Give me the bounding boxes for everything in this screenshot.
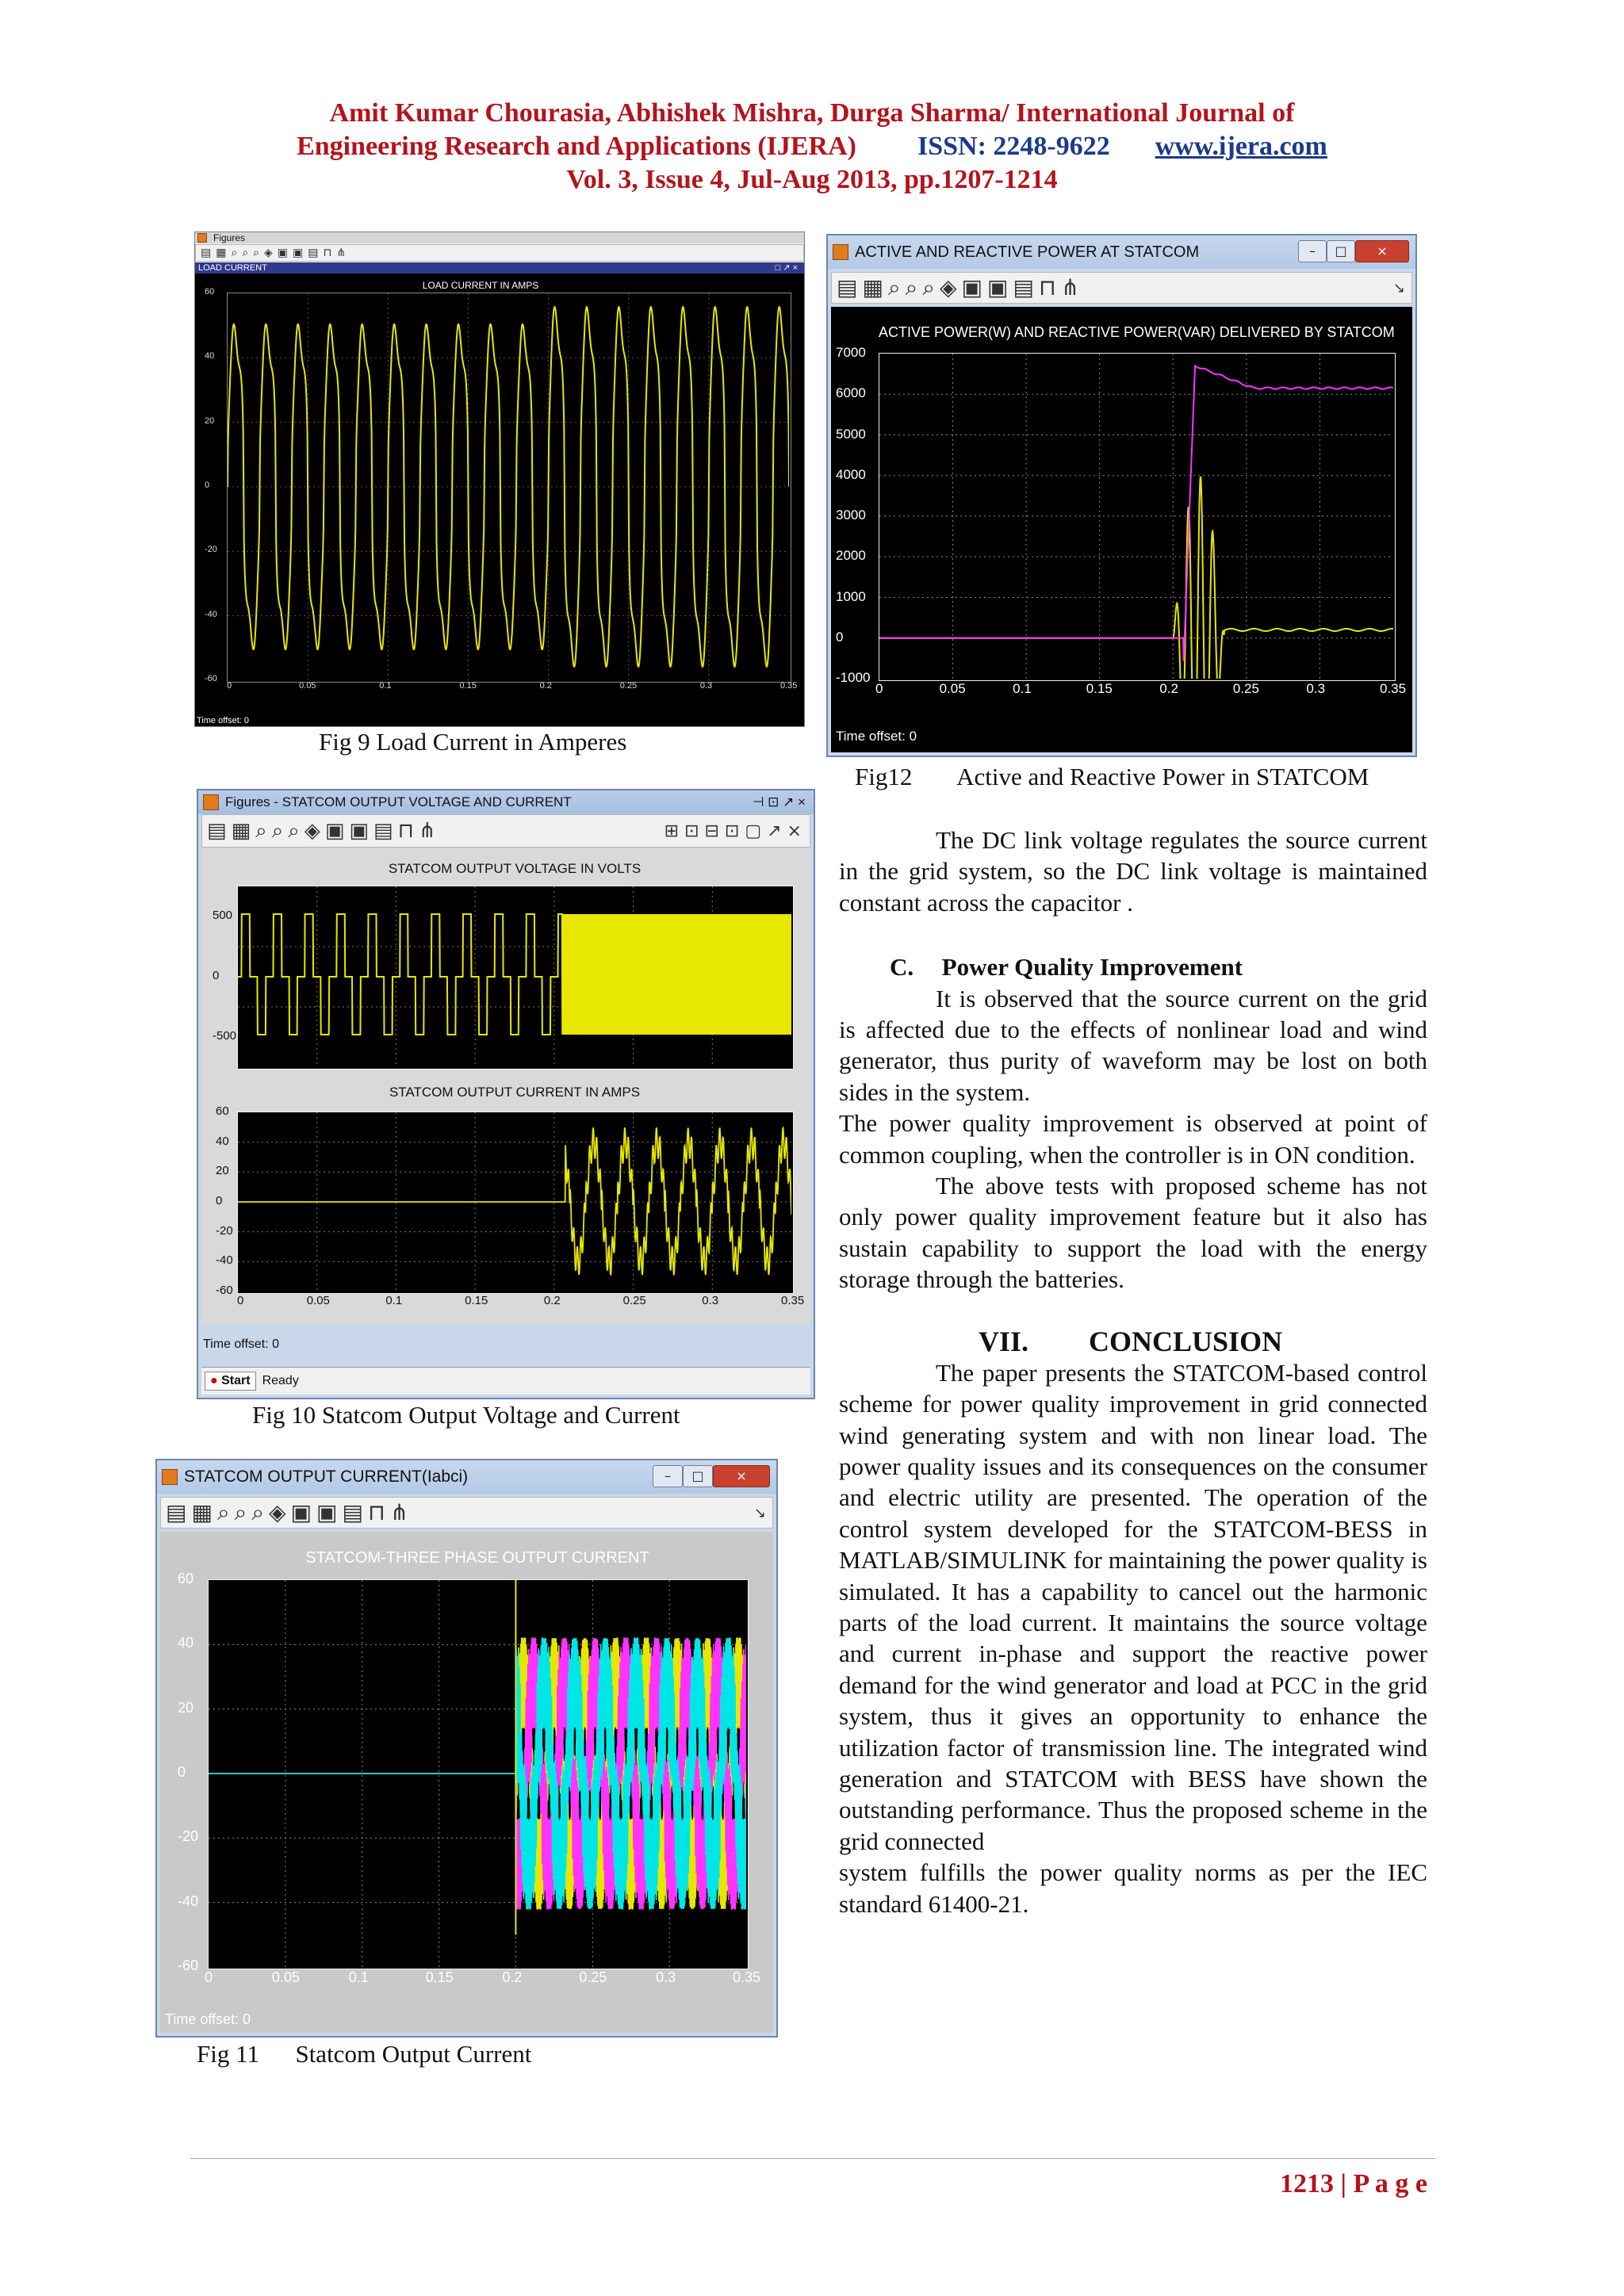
zoom-y-icon[interactable]: ⌕ xyxy=(251,1499,264,1525)
paragraph-dc-link: The DC link voltage regulates the source current in the grid system, so the DC link voltage is maintained constant across the capacitor . xyxy=(839,826,1427,916)
signal-icon[interactable]: ⋔ xyxy=(418,819,436,843)
zoom-icon[interactable]: ⌕ xyxy=(231,247,238,259)
header-issn: ISSN: 2248-9622 xyxy=(917,132,1110,161)
minimize-button[interactable]: – xyxy=(653,1465,683,1487)
binoculars-icon[interactable]: ◈ xyxy=(264,247,273,259)
conclusion-title: CONCLUSION xyxy=(1089,1325,1283,1357)
layout-icons[interactable]: ⊞ ⊡ ⊟ ⊡ ▢ ↗ × xyxy=(664,821,802,841)
restore-icon[interactable]: ▤ xyxy=(342,1499,363,1525)
fig9-plot-title: LOAD CURRENT IN AMPS xyxy=(422,280,539,291)
tick-label: 0.1 xyxy=(379,681,392,691)
tick-label: 4000 xyxy=(836,466,866,482)
close-button[interactable]: × xyxy=(1355,240,1409,262)
fig9-axes-area xyxy=(195,274,804,726)
tick-label: -1000 xyxy=(836,670,871,685)
fig9-caption: Fig 9 Load Current in Amperes xyxy=(319,728,627,756)
fig9-window xyxy=(194,232,805,727)
tick-label: 2000 xyxy=(836,548,866,564)
fig10-statusbar xyxy=(201,1367,810,1395)
matlab-icon xyxy=(203,794,219,810)
tick-label: 60 xyxy=(178,1571,194,1586)
tick-label: 3000 xyxy=(836,507,866,522)
matlab-icon xyxy=(197,233,207,243)
conclusion-num: VII. xyxy=(979,1325,1029,1357)
tick-label: 0.25 xyxy=(1232,681,1259,696)
tick-label: 0 xyxy=(205,1969,213,1985)
tick-label: 0.25 xyxy=(622,1294,646,1307)
fig11-chart xyxy=(209,1580,746,1967)
tick-label: 0.1 xyxy=(348,1969,369,1985)
tick-label: 60 xyxy=(205,287,215,297)
tick-label: 0.35 xyxy=(781,1294,805,1307)
params-icon[interactable]: ▣ xyxy=(961,274,983,300)
zoom-y-icon[interactable]: ⌕ xyxy=(922,274,935,300)
status-text: Ready xyxy=(262,1374,299,1387)
fig11-window-title: STATCOM OUTPUT CURRENT(Iabci) xyxy=(184,1468,469,1486)
fig9-chart xyxy=(228,293,789,680)
tick-label: 0.1 xyxy=(1013,681,1032,696)
page-number: 1213 | P a g e xyxy=(1280,2169,1427,2198)
tick-label: 0.05 xyxy=(939,681,966,696)
tick-label: 20 xyxy=(216,1164,229,1178)
tick-label: 0 xyxy=(216,1194,223,1207)
signal-icon[interactable]: ⋔ xyxy=(1060,274,1080,300)
dock-arrow-icon[interactable]: ↘ xyxy=(1392,279,1405,297)
header-url[interactable]: www.ijera.com xyxy=(1155,132,1327,161)
lock-icon[interactable]: ⊓ xyxy=(367,1499,385,1525)
right-column-text xyxy=(839,825,1427,1919)
tick-label: 0 xyxy=(227,681,232,691)
start-icon: ● xyxy=(210,1374,218,1387)
tick-label: 0.15 xyxy=(459,681,477,691)
active-power-line xyxy=(879,476,1393,679)
tick-label: 0 xyxy=(213,969,220,982)
fig9-toolbar xyxy=(195,244,804,262)
minimize-button[interactable]: – xyxy=(1298,240,1327,262)
fig11-time-offset: Time offset: 0 xyxy=(165,2011,251,2027)
restore-icon[interactable]: ▤ xyxy=(1013,274,1034,300)
matlab-icon xyxy=(833,244,848,260)
tick-label: 40 xyxy=(205,351,215,362)
lock-icon[interactable]: ⊓ xyxy=(397,819,414,843)
tick-label: 0.35 xyxy=(780,681,798,691)
tick-label: 0.05 xyxy=(306,1294,330,1307)
paragraph-tests: The above tests with proposed scheme has not only power quality improvement feature but it also has sustain capability to support the load with the energy storage through the batteries. xyxy=(839,1172,1427,1294)
maximize-button[interactable]: □ xyxy=(683,1465,713,1487)
page-icon[interactable]: ▦ xyxy=(191,1499,213,1525)
save-axes-icon[interactable]: ▣ xyxy=(987,274,1009,300)
fig9-time-offset: Time offset: 0 xyxy=(197,716,250,725)
tick-label: 7000 xyxy=(836,345,866,360)
tick-label: 40 xyxy=(216,1134,229,1148)
binoculars-icon[interactable]: ◈ xyxy=(940,274,957,300)
fig11-plot xyxy=(208,1579,749,1969)
fig10-window xyxy=(197,789,815,1399)
tick-label: 0.3 xyxy=(1306,681,1326,696)
fig12-chart xyxy=(879,354,1393,679)
tick-label: 0 xyxy=(836,629,844,645)
tick-label: 0.2 xyxy=(502,1969,523,1985)
reactive-power-line xyxy=(879,366,1393,661)
tick-label: -60 xyxy=(216,1284,233,1297)
params-icon[interactable]: ▣ xyxy=(324,819,345,843)
tick-label: 0.15 xyxy=(425,1969,454,1985)
tick-label: 0.25 xyxy=(579,1969,607,1985)
start-label: Start xyxy=(221,1374,251,1387)
statcom-current-line xyxy=(238,1127,791,1275)
zoom-y-icon[interactable]: ⌕ xyxy=(253,247,259,259)
tick-label: 5000 xyxy=(836,426,866,442)
page-icon[interactable]: ▦ xyxy=(231,819,251,843)
fig10-plot1-title: STATCOM OUTPUT VOLTAGE IN VOLTS xyxy=(388,861,642,876)
header-line-1: Amit Kumar Chourasia, Abhishek Mishra, Durga Sharma/ International Journal of xyxy=(329,98,1295,128)
tick-label: 6000 xyxy=(836,385,866,401)
fig11-window xyxy=(155,1459,778,2038)
fig10-plot2-title: STATCOM OUTPUT CURRENT IN AMPS xyxy=(389,1085,641,1100)
paragraph-source-current: It is observed that the source current on the grid is affected due to the effects of nonlinear load and wind generator, thus purity of waveform may be lost on both sides in the system. xyxy=(839,984,1427,1106)
tick-label: -20 xyxy=(205,545,217,555)
fig9-sub-title: LOAD CURRENT xyxy=(198,263,267,273)
fig12-caption xyxy=(855,763,1369,791)
params-icon[interactable]: ▣ xyxy=(290,1499,312,1525)
fig10-titlebar xyxy=(198,790,814,814)
zoom-x-icon[interactable]: ⌕ xyxy=(271,819,284,843)
lock-icon[interactable]: ⊓ xyxy=(323,247,332,259)
header-line-3: Vol. 3, Issue 4, Jul-Aug 2013, pp.1207-1214 xyxy=(566,165,1058,194)
restore-icon[interactable]: ▤ xyxy=(308,247,319,259)
tick-label: 0.05 xyxy=(271,1969,300,1985)
footer-rule xyxy=(190,2158,1435,2159)
tick-label: -40 xyxy=(178,1892,199,1909)
fig12-plot-title: ACTIVE POWER(W) AND REACTIVE POWER(VAR) DELIVERED BY STATCOM xyxy=(879,324,1395,340)
tick-label: 0.2 xyxy=(543,1294,561,1307)
print-icon[interactable]: ▤ xyxy=(166,1499,187,1525)
tick-label: -60 xyxy=(205,674,217,683)
fig11-toolbar xyxy=(160,1497,773,1529)
tick-label: 0.3 xyxy=(656,1969,676,1985)
paragraph-pcc: The power quality improvement is observed at point of common coupling, when the controller is in ON condition. xyxy=(839,1109,1427,1169)
tick-label: 20 xyxy=(205,415,215,426)
params-icon[interactable]: ▣ xyxy=(277,247,289,259)
page-icon[interactable]: ▦ xyxy=(216,247,227,259)
save-axes-icon[interactable]: ▣ xyxy=(293,247,304,259)
fig10-title-controls[interactable]: ⊣ ⊡ ↗ × xyxy=(752,794,806,809)
tick-label: 0 xyxy=(875,681,883,696)
tick-label: 0.1 xyxy=(385,1294,403,1307)
tick-label: -20 xyxy=(178,1828,199,1845)
tick-label: 0.15 xyxy=(465,1294,488,1307)
tick-label: 0.35 xyxy=(733,1969,761,1985)
fig11-axes-area xyxy=(160,1532,773,2033)
tick-label: 60 xyxy=(216,1104,229,1118)
zoom-icon[interactable]: ⌕ xyxy=(887,274,901,300)
signal-icon[interactable]: ⋔ xyxy=(336,247,347,259)
fig12-caption-num: Fig12 xyxy=(855,763,913,790)
tick-label: -40 xyxy=(205,609,217,619)
zoom-y-icon[interactable]: ⌕ xyxy=(288,819,300,843)
tick-label: 0.2 xyxy=(539,681,552,691)
print-icon[interactable]: ▤ xyxy=(207,819,227,843)
zoom-x-icon[interactable]: ⌕ xyxy=(242,247,249,259)
fig12-axes-area xyxy=(831,307,1412,752)
start-button[interactable] xyxy=(205,1372,256,1391)
fig12-window xyxy=(826,234,1417,757)
section-c-title: Power Quality Improvement xyxy=(941,953,1243,982)
tick-label: 0 xyxy=(237,1294,244,1307)
fig10-window-title: Figures - STATCOM OUTPUT VOLTAGE AND CURRENT xyxy=(225,794,572,809)
paragraph-conclusion: The paper presents the STATCOM-based control scheme for power quality improvement in grid connected wind generating system and with non linear load. The power quality issues and its consequences on the consumer and electric utility are presented. The operation of the control system developed for the STATCOM-BESS in MATLAB/SIMULINK for maintaining the power quality is simulated. It has a capability to cancel out the harmonic parts of the load current. It maintains the source voltage and current in-phase and support the reactive power demand for the wind generator and load at PCC in the grid system, thus it gives an opportunity to enhance the utilization factor of transmission line. The integrated wind generation and STATCOM with BESS have shown the outstanding performance. Thus the proposed scheme in the grid connected xyxy=(839,1358,1427,1855)
tick-label: 0.15 xyxy=(1086,681,1113,696)
matlab-icon xyxy=(162,1469,178,1485)
tick-label: -500 xyxy=(213,1029,237,1043)
signal-icon[interactable]: ⋔ xyxy=(389,1499,409,1525)
fig10-voltage-chart xyxy=(238,886,791,1067)
fig9-window-title: Figures xyxy=(213,232,246,243)
fig11-caption-num: Fig 11 xyxy=(197,2040,259,2068)
fig12-plot xyxy=(879,353,1396,681)
print-icon[interactable]: ▤ xyxy=(201,247,212,259)
header-line-2 xyxy=(0,130,1624,163)
fig10-axes-area xyxy=(201,848,810,1324)
zoom-icon[interactable]: ⌕ xyxy=(255,819,267,843)
tick-label: 0.25 xyxy=(619,681,638,691)
tick-label: 0 xyxy=(178,1764,186,1780)
fig12-caption-text: Active and Reactive Power in STATCOM xyxy=(956,763,1369,790)
close-button[interactable]: × xyxy=(713,1465,770,1487)
fig10-current-chart xyxy=(238,1112,791,1292)
restore-icon[interactable]: ▤ xyxy=(373,819,393,843)
tick-label: 0.2 xyxy=(1159,681,1178,696)
tick-label: -40 xyxy=(216,1253,233,1268)
page-icon[interactable]: ▦ xyxy=(862,274,883,300)
tick-label: 0.3 xyxy=(699,681,713,691)
fig10-caption: Fig 10 Statcom Output Voltage and Current xyxy=(252,1401,680,1429)
tick-label: 0.35 xyxy=(1380,681,1407,696)
fig10-toolbar xyxy=(201,814,810,848)
fig11-caption-text: Statcom Output Current xyxy=(295,2040,532,2068)
tick-label: 0.05 xyxy=(299,681,316,691)
conclusion-heading xyxy=(839,1326,1427,1357)
zoom-x-icon[interactable]: ⌕ xyxy=(905,274,918,300)
tick-label: 0.3 xyxy=(702,1294,719,1307)
paragraph-conclusion-end: system fulfills the power quality norms as per the IEC standard 61400-21. xyxy=(839,1858,1427,1918)
voltage-pwm-block xyxy=(562,914,791,1035)
dock-arrow-icon[interactable]: ↘ xyxy=(753,1504,766,1521)
lock-icon[interactable]: ⊓ xyxy=(1038,274,1056,300)
fig12-time-offset: Time offset: 0 xyxy=(836,729,917,744)
fig9-sub-controls[interactable]: □ ↗ × xyxy=(775,263,798,273)
fig10-time-offset: Time offset: 0 xyxy=(203,1337,280,1351)
tick-label: -20 xyxy=(216,1223,233,1238)
print-icon[interactable]: ▤ xyxy=(837,274,858,300)
fig10-plot2 xyxy=(237,1112,794,1294)
zoom-icon[interactable]: ⌕ xyxy=(216,1499,230,1525)
tick-label: 500 xyxy=(213,909,233,922)
tick-label: 0 xyxy=(205,480,210,490)
fig9-plot xyxy=(227,293,791,683)
save-axes-icon[interactable]: ▣ xyxy=(349,819,369,843)
section-c-num: C. xyxy=(890,953,914,982)
fig12-window-title: ACTIVE AND REACTIVE POWER AT STATCOM xyxy=(855,243,1200,261)
fig12-toolbar xyxy=(831,272,1412,304)
fig11-plot-title: STATCOM-THREE PHASE OUTPUT CURRENT xyxy=(305,1549,649,1567)
fig11-caption xyxy=(197,2040,531,2068)
header-journal: Engineering Research and Applications (IJERA) xyxy=(297,132,856,161)
maximize-button[interactable]: □ xyxy=(1327,240,1355,262)
fig9-titlebar xyxy=(195,232,804,243)
binoculars-icon[interactable]: ◈ xyxy=(269,1499,286,1525)
tick-label: 1000 xyxy=(836,588,866,604)
fig9-subtitle-bar xyxy=(195,262,804,274)
fig10-plot1 xyxy=(237,886,794,1070)
section-c-heading xyxy=(839,951,1427,982)
zoom-x-icon[interactable]: ⌕ xyxy=(234,1499,247,1525)
tick-label: 20 xyxy=(178,1699,194,1716)
journal-header xyxy=(0,97,1624,197)
save-axes-icon[interactable]: ▣ xyxy=(316,1499,338,1525)
tick-label: 40 xyxy=(178,1635,194,1651)
binoculars-icon[interactable]: ◈ xyxy=(304,819,320,843)
tick-label: -60 xyxy=(178,1957,199,1973)
